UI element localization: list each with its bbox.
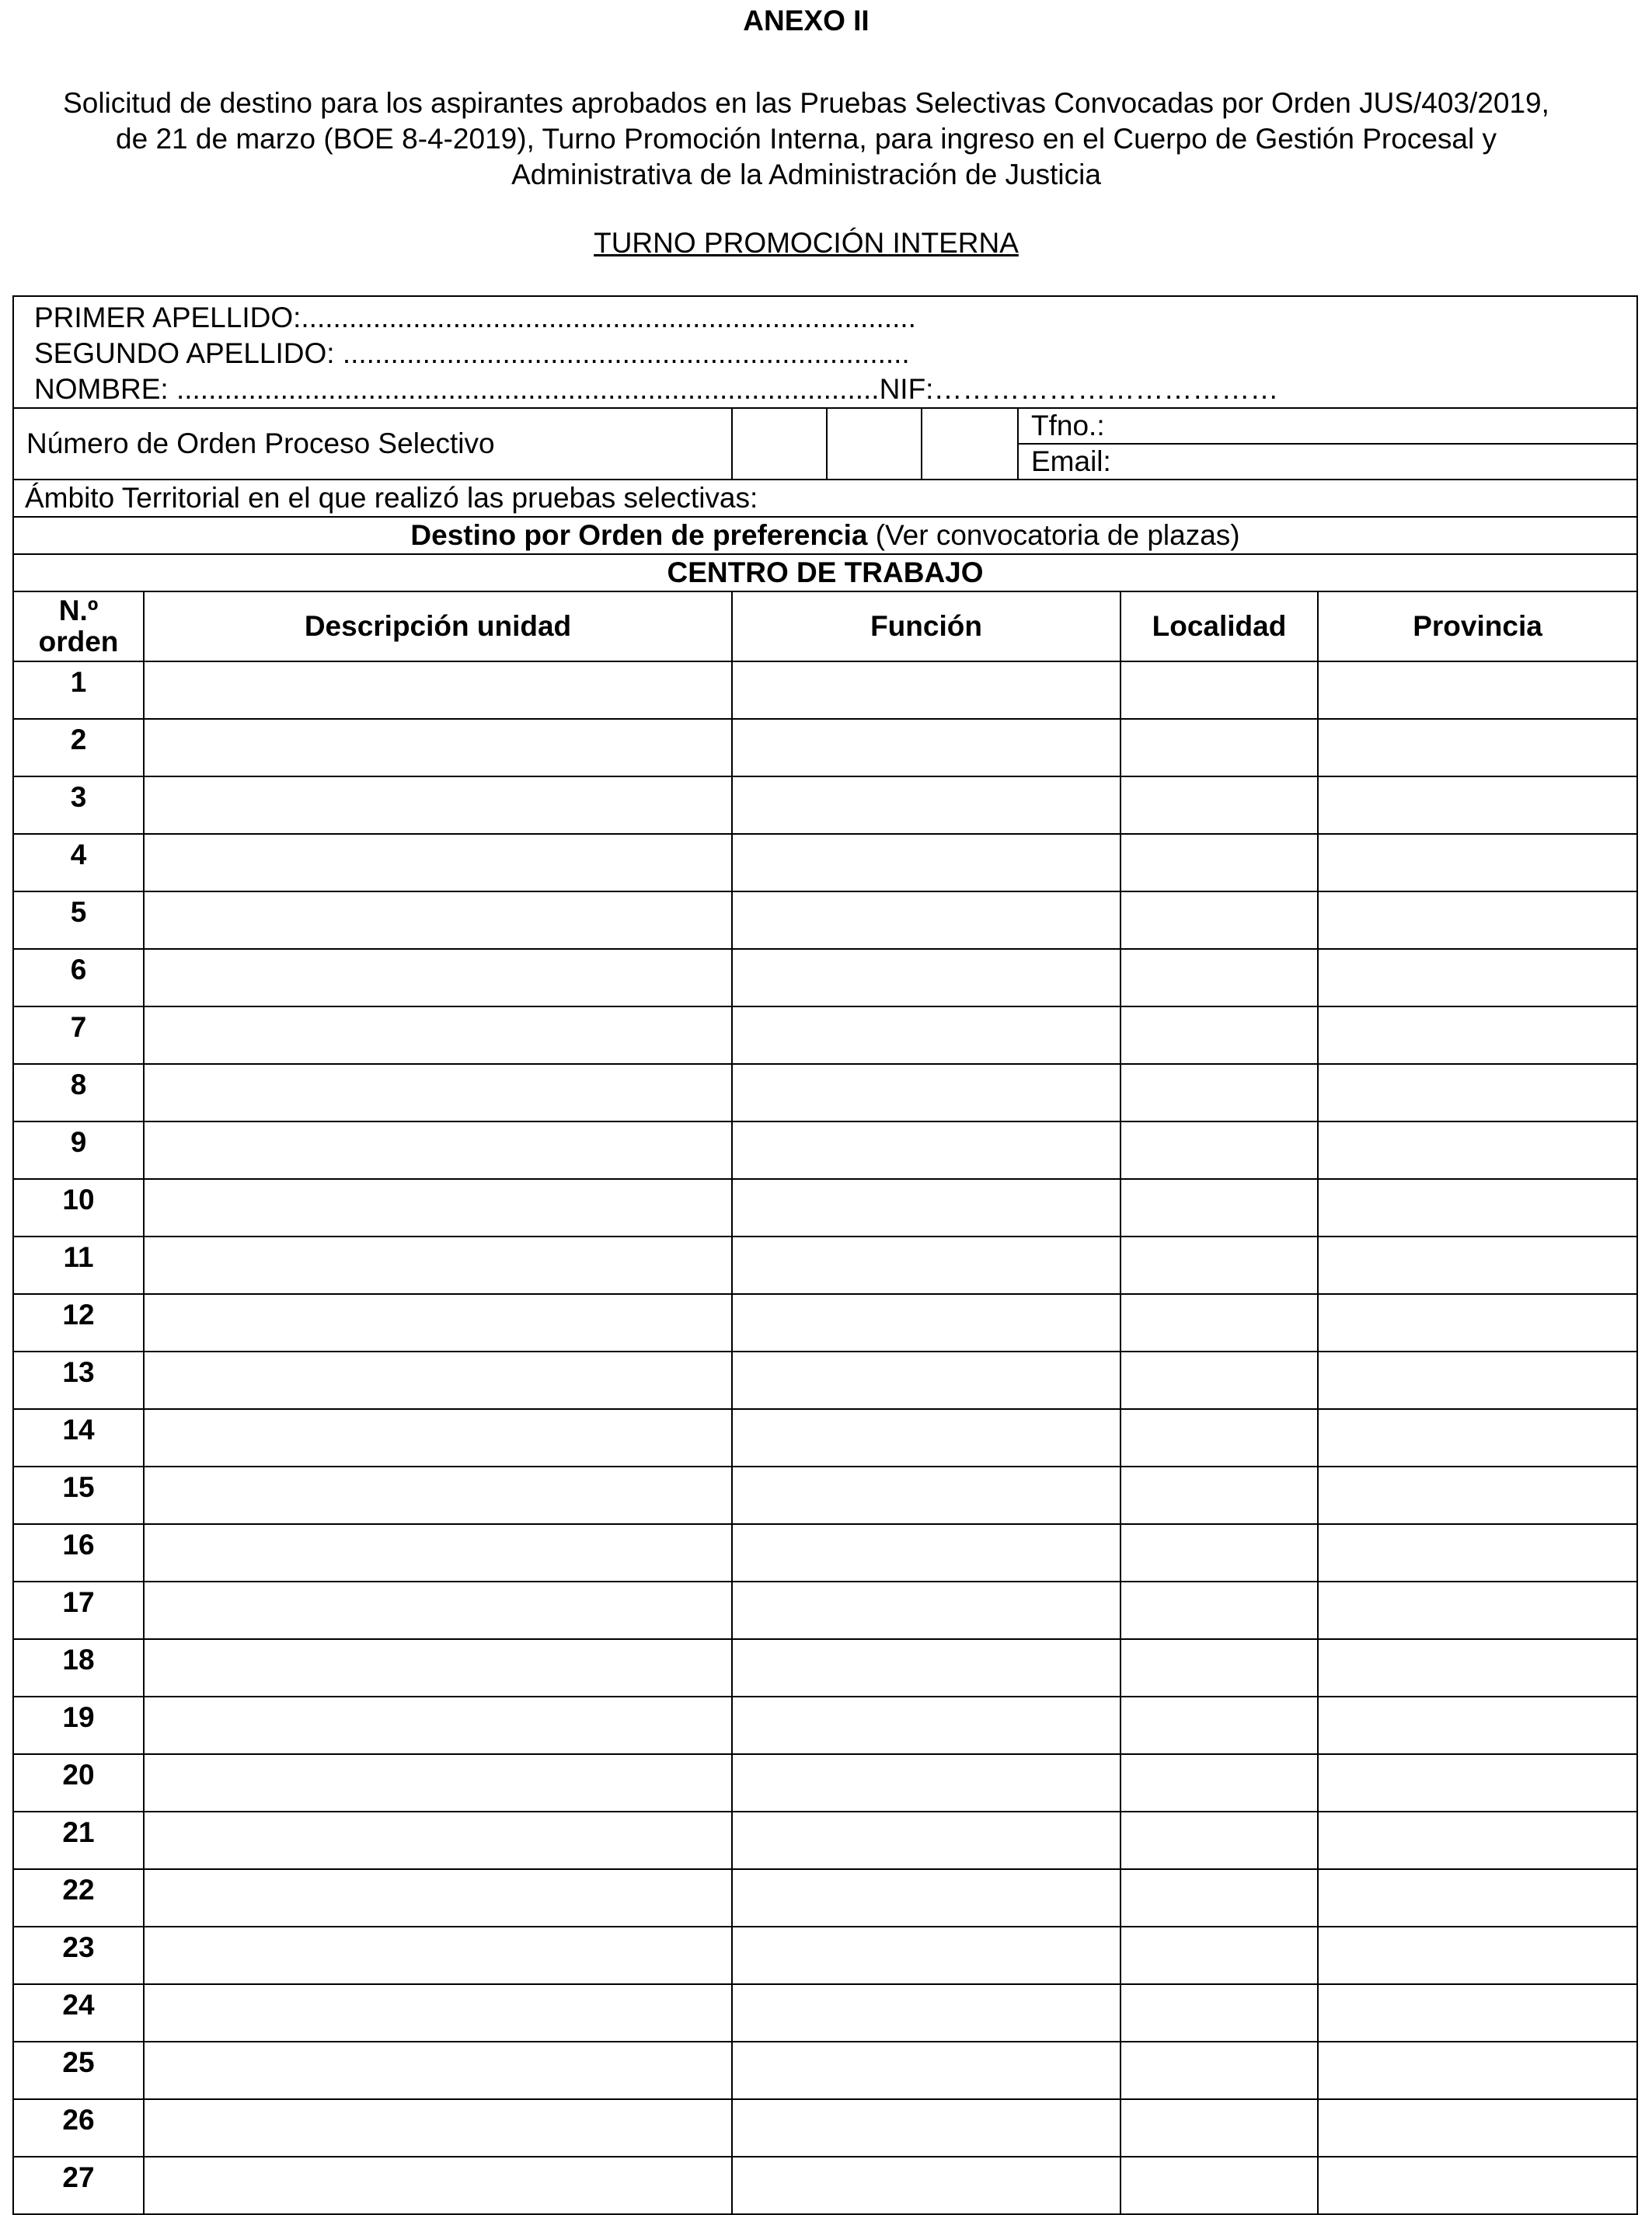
table-row (13, 834, 1637, 891)
funcion-cell[interactable] (732, 2099, 1121, 2157)
table-row (13, 719, 1637, 776)
orden-box-1[interactable] (732, 408, 827, 480)
table-row (13, 1754, 1637, 1812)
localidad-cell[interactable] (1121, 2042, 1318, 2099)
orden-box-3[interactable] (922, 408, 1018, 480)
table-row (13, 1006, 1637, 1064)
table-row (13, 1697, 1637, 1754)
row-number: 2 (13, 719, 144, 776)
table-row (13, 2099, 1637, 2157)
localidad-cell[interactable] (1121, 1064, 1318, 1121)
col-header-numero-line1: N.º (58, 595, 99, 626)
provincia-cell[interactable] (1318, 719, 1637, 776)
preferencia-note: (Ver convocatoria de plazas) (867, 519, 1240, 551)
table-row (13, 661, 1637, 719)
localidad-cell[interactable] (1121, 1409, 1318, 1467)
table-row (13, 1237, 1637, 1294)
descripcion-cell[interactable] (144, 1237, 732, 1294)
localidad-cell[interactable] (1121, 1294, 1318, 1352)
orden-proceso-label: Número de Orden Proceso Selectivo (13, 408, 732, 480)
segundo-apellido-field[interactable]: SEGUNDO APELLIDO: ....................................................................... (34, 337, 910, 369)
centro-trabajo-heading: CENTRO DE TRABAJO (13, 554, 1637, 591)
row-number: 25 (13, 2042, 144, 2099)
funcion-cell[interactable] (732, 1754, 1121, 1812)
descripcion-cell[interactable] (144, 834, 732, 891)
col-header-provincia: Provincia (1318, 591, 1637, 661)
intro-text (0, 85, 1612, 193)
provincia-cell[interactable] (1318, 1582, 1637, 1639)
funcion-cell[interactable] (732, 719, 1121, 776)
provincia-cell[interactable] (1318, 1352, 1637, 1409)
application-form (12, 295, 1636, 2215)
localidad-cell[interactable] (1121, 1697, 1318, 1754)
table-row (13, 1409, 1637, 1467)
localidad-cell[interactable] (1121, 776, 1318, 834)
provincia-cell[interactable] (1318, 1006, 1637, 1064)
funcion-cell[interactable] (732, 1237, 1121, 1294)
row-number: 24 (13, 1984, 144, 2042)
localidad-cell[interactable] (1121, 1467, 1318, 1524)
primer-apellido-field[interactable]: PRIMER APELLIDO:............................................................................. (34, 302, 916, 333)
localidad-cell[interactable] (1121, 1927, 1318, 1984)
row-number: 12 (13, 1294, 144, 1352)
provincia-cell[interactable] (1318, 2042, 1637, 2099)
funcion-cell[interactable] (732, 1179, 1121, 1237)
col-header-numero (13, 591, 144, 661)
row-number: 4 (13, 834, 144, 891)
funcion-cell[interactable] (732, 834, 1121, 891)
provincia-cell[interactable] (1318, 1754, 1637, 1812)
row-number: 17 (13, 1582, 144, 1639)
provincia-cell[interactable] (1318, 1179, 1637, 1237)
table-row (13, 1121, 1637, 1179)
table-row (13, 1984, 1637, 2042)
provincia-cell[interactable] (1318, 1409, 1637, 1467)
intro-line: Solicitud de destino para los aspirantes aprobados en las Pruebas Selectivas Convocadas por Orden JUS/403/2019, (63, 87, 1549, 119)
provincia-cell[interactable] (1318, 949, 1637, 1006)
descripcion-cell[interactable] (144, 776, 732, 834)
descripcion-cell[interactable] (144, 1927, 732, 1984)
intro-line: Administrativa de la Administración de Justicia (511, 159, 1101, 190)
table-row (13, 1064, 1637, 1121)
funcion-cell[interactable] (732, 1639, 1121, 1697)
funcion-cell[interactable] (732, 776, 1121, 834)
row-number: 22 (13, 1869, 144, 1927)
localidad-cell[interactable] (1121, 1639, 1318, 1697)
row-number: 27 (13, 2157, 144, 2214)
provincia-cell[interactable] (1318, 1237, 1637, 1294)
provincia-cell[interactable] (1318, 1869, 1637, 1927)
col-header-descripcion: Descripción unidad (144, 591, 732, 661)
funcion-cell[interactable] (732, 1984, 1121, 2042)
descripcion-cell[interactable] (144, 1179, 732, 1237)
intro-line: de 21 de marzo (BOE 8-4-2019), Turno Promoción Interna, para ingreso en el Cuerpo de Gestión Procesal y (116, 123, 1497, 155)
row-number: 1 (13, 661, 144, 719)
localidad-cell[interactable] (1121, 1869, 1318, 1927)
table-row (13, 1352, 1637, 1409)
descripcion-cell[interactable] (144, 1352, 732, 1409)
nombre-nif-field[interactable]: NOMBRE: ........................................................................................NIF:……………………………… (34, 373, 1279, 405)
row-number: 8 (13, 1064, 144, 1121)
table-row (13, 2157, 1637, 2214)
funcion-cell[interactable] (732, 1294, 1121, 1352)
row-number: 5 (13, 891, 144, 949)
funcion-cell[interactable] (732, 891, 1121, 949)
tfno-field[interactable]: Tfno.: (1018, 408, 1637, 444)
table-row (13, 1639, 1637, 1697)
table-row (13, 1524, 1637, 1582)
descripcion-cell[interactable] (144, 1006, 732, 1064)
provincia-cell[interactable] (1318, 1121, 1637, 1179)
descripcion-cell[interactable] (144, 1869, 732, 1927)
localidad-cell[interactable] (1121, 1984, 1318, 2042)
row-number: 10 (13, 1179, 144, 1237)
table-row (13, 2042, 1637, 2099)
provincia-cell[interactable] (1318, 661, 1637, 719)
funcion-cell[interactable] (732, 1064, 1121, 1121)
table-row (13, 1927, 1637, 1984)
funcion-cell[interactable] (732, 949, 1121, 1006)
funcion-cell[interactable] (732, 1582, 1121, 1639)
table-row (13, 1812, 1637, 1869)
row-number: 3 (13, 776, 144, 834)
funcion-cell[interactable] (732, 1524, 1121, 1582)
table-row (13, 891, 1637, 949)
provincia-cell[interactable] (1318, 2157, 1637, 2214)
row-number: 6 (13, 949, 144, 1006)
descripcion-cell[interactable] (144, 1467, 732, 1524)
localidad-cell[interactable] (1121, 1237, 1318, 1294)
funcion-cell[interactable] (732, 1006, 1121, 1064)
funcion-cell[interactable] (732, 1697, 1121, 1754)
provincia-cell[interactable] (1318, 1697, 1637, 1754)
row-number: 9 (13, 1121, 144, 1179)
localidad-cell[interactable] (1121, 2099, 1318, 2157)
descripcion-cell[interactable] (144, 2042, 732, 2099)
descripcion-cell[interactable] (144, 661, 732, 719)
table-row (13, 1179, 1637, 1237)
provincia-cell[interactable] (1318, 834, 1637, 891)
funcion-cell[interactable] (732, 2157, 1121, 2214)
provincia-cell[interactable] (1318, 1467, 1637, 1524)
localidad-cell[interactable] (1121, 1006, 1318, 1064)
localidad-cell[interactable] (1121, 661, 1318, 719)
provincia-cell[interactable] (1318, 1639, 1637, 1697)
descripcion-cell[interactable] (144, 2157, 732, 2214)
localidad-cell[interactable] (1121, 1352, 1318, 1409)
preferencia-heading (13, 517, 1637, 554)
descripcion-cell[interactable] (144, 1524, 732, 1582)
localidad-cell[interactable] (1121, 1582, 1318, 1639)
row-number: 15 (13, 1467, 144, 1524)
provincia-cell[interactable] (1318, 776, 1637, 834)
funcion-cell[interactable] (732, 2042, 1121, 2099)
col-header-localidad: Localidad (1121, 591, 1318, 661)
row-number: 21 (13, 1812, 144, 1869)
ambito-territorial-field[interactable]: Ámbito Territorial en el que realizó las pruebas selectivas: (13, 480, 1637, 517)
provincia-cell[interactable] (1318, 2099, 1637, 2157)
funcion-cell[interactable] (732, 1812, 1121, 1869)
table-row (13, 776, 1637, 834)
annex-title: ANEXO II (743, 5, 870, 37)
descripcion-cell[interactable] (144, 1121, 732, 1179)
table-row (13, 949, 1637, 1006)
provincia-cell[interactable] (1318, 1984, 1637, 2042)
localidad-cell[interactable] (1121, 1121, 1318, 1179)
column-header-row (13, 591, 1637, 661)
descripcion-cell[interactable] (144, 1064, 732, 1121)
provincia-cell[interactable] (1318, 1927, 1637, 1984)
funcion-cell[interactable] (732, 1927, 1121, 1984)
preferencia-bold: Destino por Orden de preferencia (410, 519, 868, 551)
localidad-cell[interactable] (1121, 949, 1318, 1006)
localidad-cell[interactable] (1121, 2157, 1318, 2214)
row-number: 19 (13, 1697, 144, 1754)
form-table (12, 295, 1638, 2215)
row-number: 18 (13, 1639, 144, 1697)
descripcion-cell[interactable] (144, 719, 732, 776)
funcion-cell[interactable] (732, 1352, 1121, 1409)
turno-heading: TURNO PROMOCIÓN INTERNA (594, 227, 1019, 259)
descripcion-cell[interactable] (144, 1294, 732, 1352)
col-header-numero-line2: orden (38, 626, 119, 658)
table-row (13, 1294, 1637, 1352)
row-number: 11 (13, 1237, 144, 1294)
table-row (13, 1869, 1637, 1927)
funcion-cell[interactable] (732, 1467, 1121, 1524)
preference-rows (13, 661, 1637, 2214)
provincia-cell[interactable] (1318, 1524, 1637, 1582)
localidad-cell[interactable] (1121, 719, 1318, 776)
row-number: 26 (13, 2099, 144, 2157)
descripcion-cell[interactable] (144, 1409, 732, 1467)
descripcion-cell[interactable] (144, 1639, 732, 1697)
descripcion-cell[interactable] (144, 1582, 732, 1639)
funcion-cell[interactable] (732, 661, 1121, 719)
row-number: 13 (13, 1352, 144, 1409)
provincia-cell[interactable] (1318, 1064, 1637, 1121)
descripcion-cell[interactable] (144, 1754, 732, 1812)
localidad-cell[interactable] (1121, 1179, 1318, 1237)
row-number: 14 (13, 1409, 144, 1467)
descripcion-cell[interactable] (144, 2099, 732, 2157)
localidad-cell[interactable] (1121, 1812, 1318, 1869)
provincia-cell[interactable] (1318, 1294, 1637, 1352)
row-number: 16 (13, 1524, 144, 1582)
localidad-cell[interactable] (1121, 834, 1318, 891)
funcion-cell[interactable] (732, 1121, 1121, 1179)
provincia-cell[interactable] (1318, 891, 1637, 949)
descripcion-cell[interactable] (144, 1984, 732, 2042)
personal-data-block[interactable] (13, 296, 1637, 408)
orden-box-2[interactable] (827, 408, 922, 480)
row-number: 7 (13, 1006, 144, 1064)
col-header-funcion: Función (732, 591, 1121, 661)
row-number: 20 (13, 1754, 144, 1812)
descripcion-cell[interactable] (144, 949, 732, 1006)
descripcion-cell[interactable] (144, 1812, 732, 1869)
table-row (13, 1582, 1637, 1639)
funcion-cell[interactable] (732, 1869, 1121, 1927)
row-number: 23 (13, 1927, 144, 1984)
descripcion-cell[interactable] (144, 1697, 732, 1754)
localidad-cell[interactable] (1121, 1524, 1318, 1582)
email-field[interactable]: Email: (1018, 444, 1637, 480)
table-row (13, 1467, 1637, 1524)
descripcion-cell[interactable] (144, 891, 732, 949)
localidad-cell[interactable] (1121, 891, 1318, 949)
localidad-cell[interactable] (1121, 1754, 1318, 1812)
provincia-cell[interactable] (1318, 1812, 1637, 1869)
funcion-cell[interactable] (732, 1409, 1121, 1467)
